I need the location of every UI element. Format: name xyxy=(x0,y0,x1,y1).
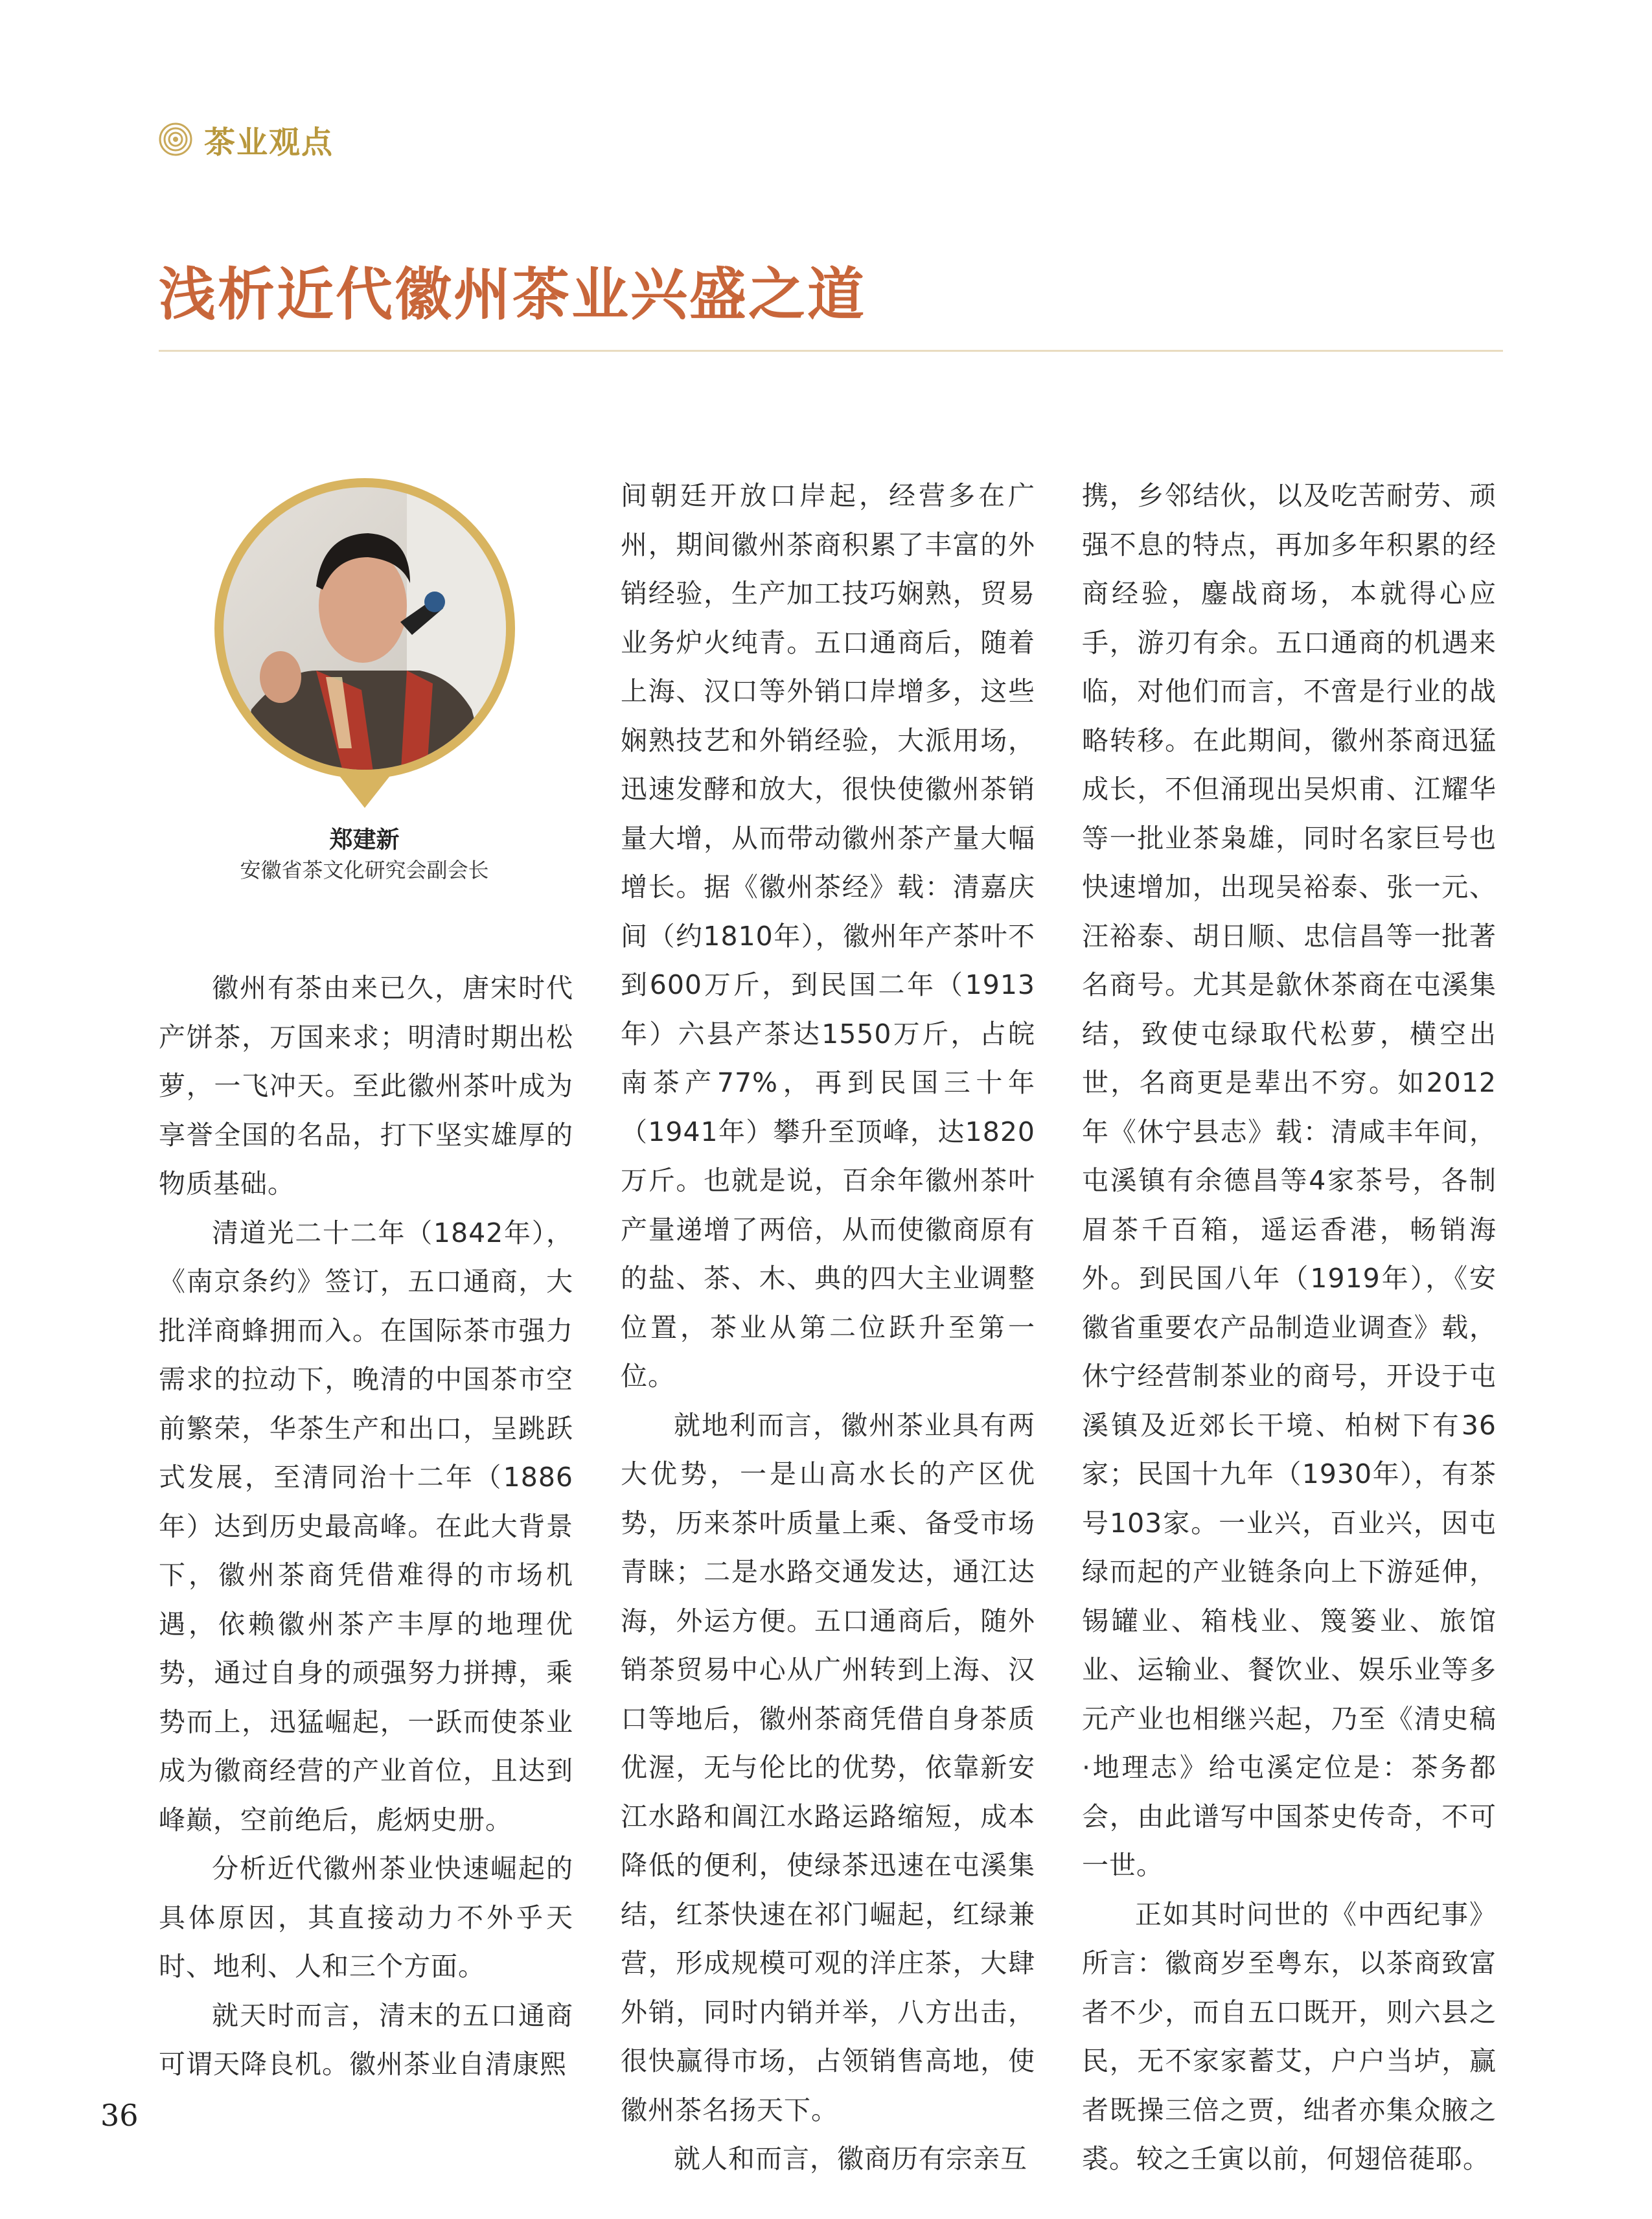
paragraph: 正如其时问世的《中西纪事》所言：徽商岁至粤东，以茶商致富者不少，而自五口既开，则六县之民，无不家家蓄艾，户户当垆，赢者既操三倍之贾，绌者亦集众腋之裘。较之壬寅以前，何翅倍蓰耶。 xyxy=(1082,1898,1497,2174)
paragraph-continued: 携，乡邻结伙，以及吃苦耐劳、顽强不息的特点，再加多年积累的经商经验，鏖战商场，本就得心应手，游刃有余。五口通商的机遇来临，对他们而言，不啻是行业的战略转移。在此期间，徽州茶商迅猛成长，不但涌现出吴炽甫、江耀华等一批业茶枭雄，同时名家巨号也快速增加，出现吴裕泰、张一元、汪裕泰、胡日顺、忠信昌等一批著名商号。尤其是歙休茶商在屯溪集结，致使屯绿取代松萝，横空出世，名商更是辈出不穷。如2012年《休宁县志》载：清咸丰年间，屯溪镇有余德昌等4家茶号，各制眉茶千百箱，遥运香港，畅销海外。到民国八年（1919年），《安徽省重要农产品制造业调查》载，休宁经营制茶业的商号，开设于屯溪镇及近郊长干境、柏树下有36家；民国十九年（1930年），有茶号103家。一业兴，百业兴，因屯绿而起的产业链条向上下游延伸，锡罐业、箱栈业、篾篓业、旅馆业、运输业、餐饮业、娱乐业等多元产业也相继兴起，乃至《清史稿·地理志》给屯溪定位是：茶务都会，由此谱写中国茶史传奇，不可一世。 xyxy=(1082,480,1497,1881)
article-title: 浅析近代徽州茶业兴盛之道 xyxy=(159,260,867,328)
paragraph-continued: 间朝廷开放口岸起，经营多在广州，期间徽州茶商积累了丰富的外销经验，生产加工技巧娴熟，贸易业务炉火纯青。五口通商后，随着上海、汉口等外销口岸增多，这些娴熟技艺和外销经验，大派用场，迅速发酵和放大，很快使徽州茶销量大增，从而带动徽州茶产量大幅增长。据《徽州茶经》载：清嘉庆间（约1810年），徽州年产茶叶不到600万斤，到民国二年（1913年）六县产茶达1550万斤，占皖南茶产77%，再到民国三十年（1941年）攀升至顶峰，达1820万斤。也就是说，百余年徽州茶叶产量递增了两倍，从而使徽商原有的盐、茶、木、典的四大主业调整位置，茶业从第二位跃升至第一位。 xyxy=(621,480,1035,1392)
circle-emblem-icon xyxy=(159,122,192,156)
author-portrait xyxy=(212,476,517,813)
paragraph: 清道光二十二年（1842年），《南京条约》签订，五口通商，大批洋商蜂拥而入。在国际茶市强力需求的拉动下，晚清的中国茶市空前繁荣，华茶生产和出口，呈跳跃式发展，至清同治十二年（1886年）达到历史最高峰。在此大背景下，徽州茶商凭借难得的市场机遇，依赖徽州茶产丰厚的地理优势，通过自身的顽强努力拼搏，乘势而上，迅猛崛起，一跃而使茶业成为徽商经营的产业首位，且达到峰巅，空前绝后，彪炳史册。 xyxy=(159,1217,573,1835)
paragraph: 就地利而言，徽州茶业具有两大优势，一是山高水长的产区优势，历来茶叶质量上乘、备受市场青睐；二是水路交通发达，通江达海，外运方便。五口通商后，随外销茶贸易中心从广州转到上海、汉口等地后，徽州茶商凭借自身茶质优渥，无与伦比的优势，依靠新安江水路和阊江水路运路缩短，成本降低的便利，使绿茶迅速在屯溪集结，红茶快速在祁门崛起，红绿兼营，形成规模可观的洋庄茶，大肆外销，同时内销并举，八方出击，很快赢得市场，占领销售高地，使徽州茶名扬天下。 xyxy=(621,1409,1035,2126)
section-label: 茶业观点 xyxy=(204,124,334,161)
body-column-1 xyxy=(159,964,573,2089)
paragraph: 就人和而言，徽商历有宗亲互 xyxy=(674,2143,1027,2174)
paragraph: 就天时而言，清末的五口通商可谓天降良机。徽州茶业自清康熙 xyxy=(159,1999,573,2080)
section-tag xyxy=(159,117,334,162)
author-name: 郑建新 xyxy=(329,827,400,853)
body-column-2 xyxy=(621,472,1035,2184)
body-column-3 xyxy=(1082,472,1497,2184)
paragraph: 分析近代徽州茶业快速崛起的具体原因，其直接动力不外乎天时、地利、人和三个方面。 xyxy=(159,1853,573,1982)
paragraph: 徽州有茶由来已久，唐宋时代产饼茶，万国来求；明清时期出松萝，一飞冲天。至此徽州茶叶成为享誉全国的名品，打下坚实雄厚的物质基础。 xyxy=(159,972,573,1199)
author-title: 安徽省茶文化研究会副会长 xyxy=(240,858,489,882)
title-divider xyxy=(159,350,1503,352)
page-number: 36 xyxy=(100,2098,139,2133)
